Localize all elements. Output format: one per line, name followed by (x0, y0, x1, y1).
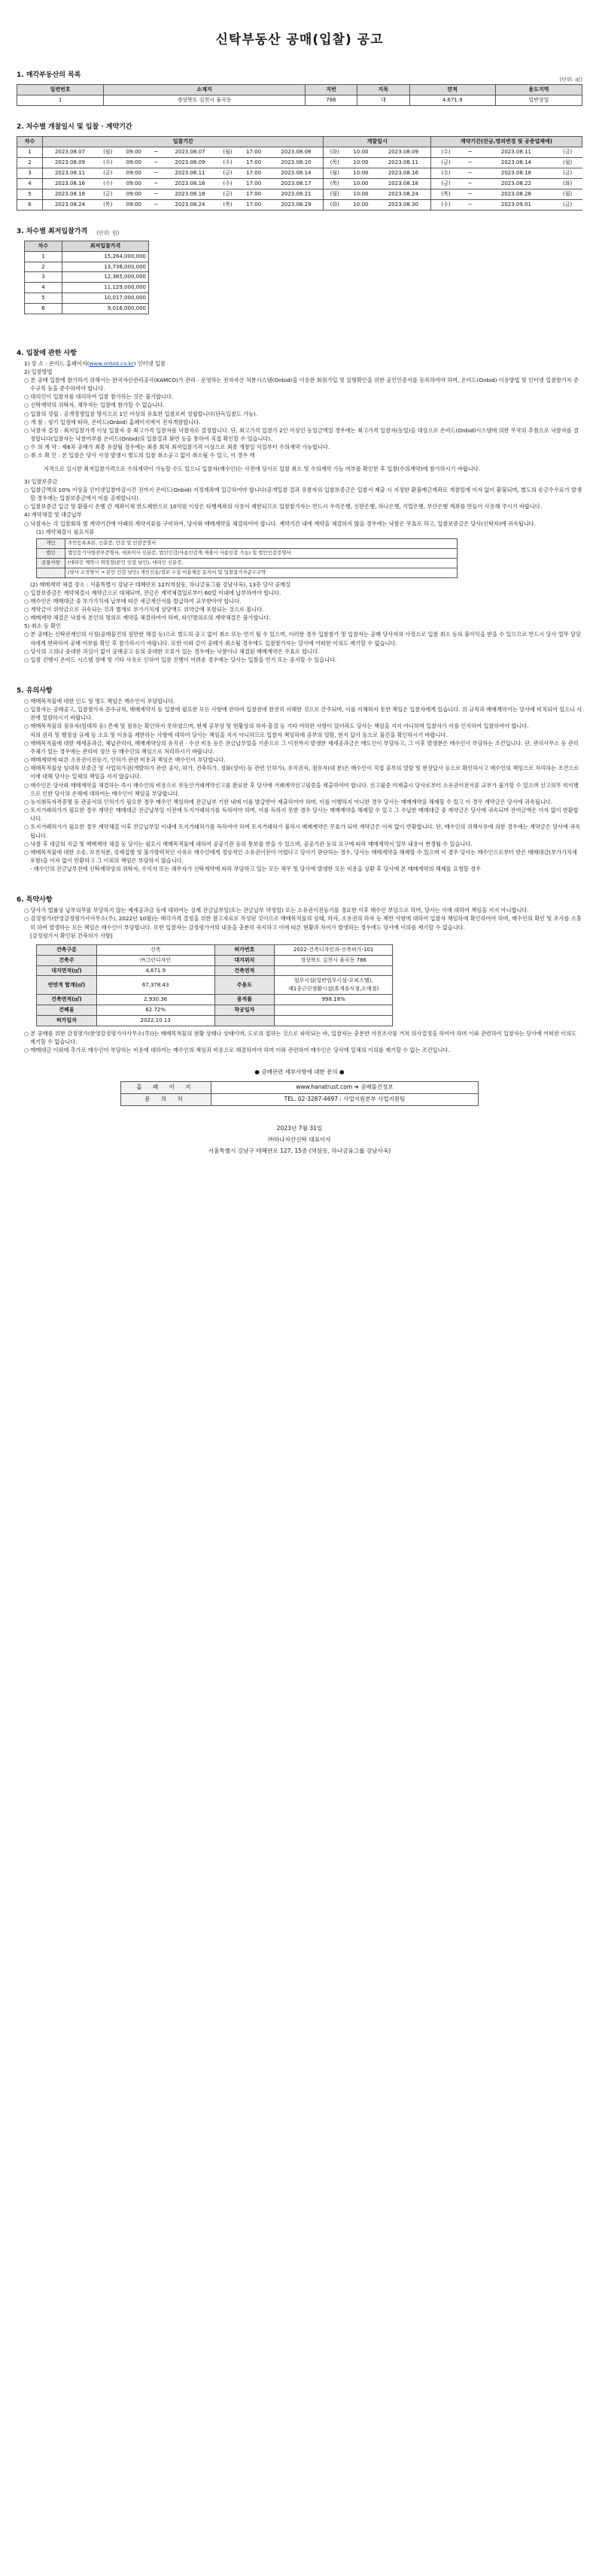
building-permit-label: 용적률 (214, 995, 275, 1005)
contract-p3: ○ 매수인은 매매대금 중 부가가치세 납부에 따른 세금계산서를 발급하여 교부받아야 합니다. (24, 597, 242, 605)
building-permit-label: 건폐율 (37, 1005, 97, 1015)
schedule-cell: (금) (217, 168, 238, 178)
min-price-header-round: 차수 (25, 241, 62, 251)
building-permit-label: 허가일자 (37, 1015, 97, 1026)
schedule-cell: (수) (97, 157, 118, 168)
notice-p8: ○ 농지취득자격증명 등 관공서의 인허가가 필요한 경우 매수인 책임하에 잔금납부 기한 내에 이를 발급받아 제출하여야 하며, 이를 이행하지 아니한 경우 당사는 매매계약을 해제할 수 있고 이 경우 계약금은 당사에 귀속됩니다. (24, 798, 552, 805)
building-permit-label: 건축주 (37, 955, 97, 965)
schedule-cell: (금) (430, 157, 461, 168)
special-p2: ○ 감정평가(한영감정평가사사무소(주), 2022년 10월)는 매각가격 결정을 위한 참고자료로 작성된 것이므로 매매목적물의 상태, 하자, 소유권의 하자 등 제반 사항에 대하여 입찰자 책임하에 확인하여야 하며, 매수인의 확인 및 조사를 소홀히 하여 발생하는 모든 책임은 매수인이 부담합니다. 또한 입찰자는 감정평가서의 내용을 충분히 숙지하고 이에 따른 현황과 차이가 발생하는 경우에도 당사에 이의를 제기할 수 없습니다. (24, 915, 582, 931)
footer-org: ㈜하나자산신탁 대표이사 (268, 1135, 331, 1143)
schedule-cell: (월) (97, 147, 118, 157)
schedule-cell: (화) (324, 147, 345, 157)
section-6 (17, 896, 582, 1054)
section-2-title: 2. 차수별 개찰일시 및 입찰 · 계약기간 (17, 123, 132, 131)
section-3-unit: (단위: 원) (96, 230, 120, 236)
schedule-cell: 2023.08.14 (479, 157, 553, 168)
property-header-cell: 면적 (409, 85, 495, 95)
notice-p7: ○ 매수인은 당사와 매매계약을 체결하는 즉시 매수인의 비용으로 부동산거래계약신고를 완료한 후 당사에 거래계약신고필증을 제출하여야 합니다. 신고필증 미제출시 당사로부터 소유권이전서류 교부가 불가할 수 있으며 신고의무 미이행으로 인한 당사의 손해에 대하여는 매수인이 책임을 부담합니다. (24, 781, 579, 797)
schedule-row (17, 178, 582, 189)
schedule-cell: 10:00 (345, 199, 376, 210)
min-price-row (25, 303, 149, 314)
min-price-row (25, 272, 149, 283)
contact-homepage-label: 홈 페 이 지 (121, 1081, 211, 1093)
schedule-cell: 3 (17, 168, 43, 178)
required-docs-row (37, 548, 458, 558)
schedule-header-round: 차수 (17, 136, 43, 147)
building-permit-value (275, 965, 393, 976)
contract-p5: ○ 매매계약 체결은 낙찰자 본인의 명의로 계약을 체결하여야 하며, 타인명의로의 계약체결은 불가합니다. (24, 614, 271, 622)
schedule-cell: 2023.08.11 (479, 147, 553, 157)
property-list-table (17, 84, 582, 106)
contract-p1: ○ 낙찰자는 각 입찰회차 별 계약기간에 아래의 계약서류를 구비하여, 당사와 매매계약을 체결하여야 합니다. 계약기간 내에 계약을 체결하지 않을 경우에는 낙찰은 무효로 하고, 입찰보증금은 당사(신탁자)에 귀속됩니다. (24, 520, 536, 527)
schedule-cell: (월) (324, 168, 345, 178)
property-cell: 경상북도 김천시 율곡동 (104, 95, 306, 106)
schedule-cell: 4 (17, 178, 43, 189)
page-title: 신탁부동산 공매(입찰) 공고 (215, 32, 384, 47)
schedule-cell: 17:00 (239, 168, 269, 178)
min-price-value: 11,129,000,000 (62, 283, 149, 293)
property-header-cell: 지목 (357, 85, 409, 95)
building-permit-value (275, 1015, 393, 1026)
section-5 (17, 686, 582, 873)
min-price-row (25, 251, 149, 262)
notice-p10: ○ 토지거래허가가 필요한 경우 계약체결 이후 잔금납부일 이내에 토지거래허가를 득하여야 하며 토지거래허가 불허시 매매계약은 무효가 되며 계약금은 이자 없이 반환합니다. 단, 매수인의 귀책사유에 의한 경우에는 계약금은 당사에 귀속됩니다. (24, 823, 581, 839)
schedule-cell: 2023.08.16 (376, 168, 431, 178)
schedule-row (17, 157, 582, 168)
min-price-value: 15,264,000,000 (62, 251, 149, 262)
schedule-cell: 2023.08.22 (479, 178, 553, 189)
building-permit-row (37, 995, 393, 1005)
schedule-cell: ~ (461, 147, 479, 157)
required-docs-label: 개인 (37, 538, 65, 548)
required-docs-label (37, 568, 65, 577)
schedule-cell: (화) (324, 199, 345, 210)
min-price-value: 10,017,000,000 (62, 293, 149, 304)
schedule-cell: 17:00 (239, 189, 269, 199)
schedule-cell: (수) (430, 168, 461, 178)
section-1-unit: (단위: ㎡) (559, 77, 582, 83)
notice-p3b: 자의 권리 및 행정상 규제 등 소요 및 이용을 제한하는 사항에 대하여 당사는 책임을 지지 아니하므로 입찰자 책임하에 공부의 열람, 현지 답사 등으로 물건을 확인하시기 바랍니다. (30, 731, 448, 738)
place-label: 1) 장 소 : 온비드 홈페이지( (24, 359, 90, 367)
required-docs-row (37, 538, 458, 548)
schedule-row (17, 189, 582, 199)
schedule-cell: 2023.08.30 (376, 199, 431, 210)
contact-heading: ● 공매관련 세부사항에 대한 문의 ● (254, 1068, 345, 1076)
schedule-cell: 5 (17, 189, 43, 199)
building-permit-label: 주용도 (214, 976, 275, 995)
schedule-cell: 2023.08.21 (269, 189, 324, 199)
schedule-cell: 2023.08.18 (43, 189, 98, 199)
schedule-cell: 2023.08.28 (479, 189, 553, 199)
schedule-cell: 2023.08.07 (43, 147, 98, 157)
section-4-title: 4. 입찰에 관한 사항 (17, 349, 77, 357)
bid-method-p3: ○ 신탁계약의 위탁자, 채무자는 입찰에 참가할 수 없습니다. (24, 402, 165, 409)
schedule-cell: 2023.08.08 (269, 147, 324, 157)
min-price-round: 1 (25, 251, 62, 262)
min-price-round: 4 (25, 283, 62, 293)
min-price-round: 6 (25, 303, 62, 314)
building-permit-label: 건축면적(㎡) (37, 995, 97, 1005)
schedule-cell: ~ (461, 157, 479, 168)
schedule-cell: (목) (217, 199, 238, 210)
schedule-cell: 17:00 (239, 147, 269, 157)
schedule-cell: 17:00 (239, 178, 269, 189)
contact-table (120, 1081, 479, 1106)
footer-address: 서울특별시 강남구 테헤란로 127, 15층 (역삼동, 하나금융그룹 강남사옥) (208, 1147, 391, 1155)
min-price-row (25, 262, 149, 272)
footer-date: 2023년 7월 31일 (276, 1124, 323, 1132)
schedule-cell: 10:00 (345, 168, 376, 178)
schedule-cell: 2023.08.11 (43, 168, 98, 178)
schedule-cell: (금) (553, 147, 582, 157)
section-3-title: 3. 차수별 최저입찰가격 (17, 227, 88, 235)
contract-heading: 4) 계약체결 및 대금납부 (24, 511, 82, 519)
bid-method-p5: ○ 개 찰 : 상기 일정에 따라, 온비드(Onbid) 홈페이지에서 전자개찰합니다. (24, 418, 201, 426)
contract-p2: ○ 입찰보증금은 계약체결시 계약금으로 대체되며, 잔금은 계약체결일로부터 60일 이내에 납부하여야 합니다. (24, 589, 281, 596)
min-price-value: 9,016,000,000 (62, 303, 149, 314)
schedule-cell: 1 (17, 147, 43, 157)
schedule-cell: 09:00 (118, 168, 149, 178)
notice-p3: ○ 매매목적물의 점유자(임대차 등) 존재 및 점유는 확인하지 못하였으며, 현재 공부상 및 현황상의 하자·흠결 등 기타 여하한 사항이 있더라도 당사는 책임을 지지 아니하며 입찰자가 이를 인지하여 입찰하여야 합니다. (24, 723, 529, 730)
schedule-cell: (목) (324, 178, 345, 189)
notice-p1: ○ 매매목적물에 대한 인도 및 명도 책임은 매수인이 부담합니다. (24, 698, 175, 705)
schedule-cell: 2023.08.11 (163, 168, 217, 178)
building-permit-label: 건축구분 (37, 944, 97, 955)
schedule-cell: 09:00 (118, 199, 149, 210)
section-6-title: 6. 특약사항 (17, 896, 53, 905)
property-cell: 일반상업 (495, 95, 582, 106)
required-docs-value: 주민등록초본, 신분증, 인감 및 인감증명서 (65, 538, 458, 548)
special-p5: ○ 매매대금 이외에 추가로 매수인이 부담하는 비용에 대하여는 매수인의 책임과 비용으로 해결하여야 하며 이와 관련하여 매수인은 당사에 일체의 이의를 제기할 수 없는 조건입니다. (24, 1046, 450, 1053)
building-permit-label (214, 1015, 275, 1026)
building-permit-value: 경상북도 김천시 율곡동 786 (275, 955, 393, 965)
schedule-cell: ~ (149, 168, 163, 178)
deposit-heading: 3) 입찰보증금 (24, 477, 58, 485)
schedule-cell: 2023.08.09 (163, 157, 217, 168)
schedule-cell: (금) (430, 178, 461, 189)
schedule-cell: (월) (553, 189, 582, 199)
contract-place: (2) 매매계약 체결 장소 : 서울특별시 강남구 테헤란로 127(역삼동, 하나금융그룹 강남사옥), 13층 당사 공매실 (30, 580, 291, 588)
schedule-header-bid-period: 입찰기간 (43, 136, 324, 147)
schedule-cell: 10:00 (345, 157, 376, 168)
bid-method-p7: ○ 수 의 계 약 : 제6차 공매가 최종 유찰될 경우에는 최종 회차 최저입찰가격 이상으로 최종 개찰일 익일부터 수의계약 가능합니다. (24, 444, 330, 451)
property-cell: 1 (17, 95, 104, 106)
building-permit-row (37, 1005, 393, 1015)
schedule-row (17, 199, 582, 210)
section-5-title: 5. 유의사항 (17, 687, 53, 696)
building-permit-value: 2,930.36 (96, 995, 214, 1005)
schedule-cell: ~ (149, 157, 163, 168)
schedule-cell: 09:00 (118, 189, 149, 199)
building-permit-label: 허가번호 (214, 944, 275, 955)
schedule-cell: 6 (17, 199, 43, 210)
building-permit-value: 2022-건축디자인과-신축허가-101 (275, 944, 393, 955)
schedule-cell: 2023.08.11 (376, 157, 431, 168)
property-cell: 4,671.9 (409, 95, 495, 106)
contact-homepage-link[interactable]: www.hanatrust.com ➜ 공매물건정보 (211, 1081, 479, 1093)
schedule-cell: 2023.08.18 (163, 189, 217, 199)
place-line (17, 359, 582, 368)
building-permit-value: ㈜그린디자인 (96, 955, 214, 965)
cancel-p1: ○ 본 공매는 신탁관계인의 사정(공매물건의 원만한 해결 등)으로 별도의 공고 없이 취소 또는 연기 될 수 있으며, 이러한 경우 입찰참가 및 입찰자는 공매 당사자의 사정으로 입찰 취소 등의 불이익을 받을 수 있으므로 반드시 당사 업무 담당자에게 연락하여 공매 여부를 확인 후 참가하시기 바랍니다. 또한 이와 같이 공매가 취소될 경우에도 입찰참가자는 당사에 어떠한 이의도 제기할 수 없습니다. (24, 631, 581, 647)
schedule-cell: (금) (217, 189, 238, 199)
schedule-cell: 09:00 (118, 178, 149, 189)
schedule-cell: ~ (149, 199, 163, 210)
schedule-cell: 2023.08.09 (376, 147, 431, 157)
required-docs-row (37, 558, 458, 568)
min-price-round: 2 (25, 262, 62, 272)
bid-method-p8b: 지적으로 실시한 최저입찰가격으로 수의계약이 가능할 수도 있으니 입찰자(매수인)는 사전에 당사로 입찰 취소 및 수의계약 가능 여부를 확인한 후 입찰(수의계약)에 참가하시기 바랍니다. (44, 465, 480, 472)
schedule-cell: 10:00 (345, 178, 376, 189)
cancel-p3: ○ 입찰 진행시 온비드 시스템 장애 및 기타 사유로 인하여 입찰 진행이 어려운 경우에는 당사는 입찰을 연기 또는 중지할 수 있습니다. (24, 656, 337, 663)
schedule-cell: 17:00 (239, 199, 269, 210)
deposit-p1: ○ 입찰금액의 10% 이상을 인터넷입찰마감시간 전까지 온비드(Onbid) 지정계좌에 입금하여야 합니다(공개입찰 결과 유찰자의 입찰보증금은 입찰서 제출 시 지정한 환불예금계좌로 개찰일에 이자 없이 환불되며, 별도의 송금수수료가 발생할 경우에는 입찰보증금에서 이를 공제합니다). (24, 486, 582, 502)
schedule-cell: (월) (553, 157, 582, 168)
notice-p6: ○ 매매목적물상 임대차 보증금 및 사업허가권(개발허가 관련 공사, 허가, 건축허가, 정화(정비) 등 관련 인허가), 유치권자, 점유자(대 분)은 매수인이 직접 공부의 열람 및 현장답사 등으로 확인하시고 매수인의 책임으로 처리하는 조건으로 이에 대해 당사는 일체의 책임을 지지 않습니다. (24, 765, 579, 780)
schedule-cell: 2023.08.24 (43, 199, 98, 210)
min-price-round: 5 (25, 293, 62, 304)
notice-p13: - 매수인의 잔금납부전에 신탁계약상의 위탁자, 수익자 또는 채무자가 신탁계약에 따라 부담하고 있는 모든 채무 및 당사에 발생한 모든 비용을 상환 후 당사에 본 매매계약의 해제를 요청할 경우 (30, 865, 481, 873)
required-docs-value: (당사 소정양식 → 본인 인감 날인) 개인신용/정보 수집·이용제공 동의서 및 입찰참가자준수규약 (65, 568, 458, 577)
building-permit-row (37, 965, 393, 976)
min-price-table (24, 241, 149, 314)
property-cell: 대 (357, 95, 409, 106)
schedule-cell: 17:00 (239, 157, 269, 168)
building-permit-value: 업무시설(일반업무시설-오피스텔), 제1종근린생활시설(휴게음식점,소매점) (275, 976, 393, 995)
schedule-cell: (목) (430, 189, 461, 199)
schedule-cell: (월) (324, 189, 345, 199)
building-permit-row (37, 944, 393, 955)
schedule-header-open-time: 개찰일시 (324, 136, 430, 147)
min-price-row (25, 283, 149, 293)
required-docs-value: 법인등기사항전부증명서, 대표이사 신분증, 법인인감/사용인감계 제출시 사용인감 가능) 및 법인인감증명서 (65, 548, 458, 558)
schedule-cell: ~ (461, 189, 479, 199)
contract-docs-label: (1) 계약체결시 필요서류 (36, 528, 95, 535)
bid-method-p6: ○ 낙찰자 결정 : 최저입찰가격 이상 입찰자 중 최고가격 입찰자를 낙찰자로 결정합니다. 단, 최고가격 입찰가 2인 이상인 동일금액일 경우에는 최고가격 입찰자(동일)을 대상으로 온비드(Onbid)시스템에 의한 무작위 추첨으로 낙찰자를 결정합니다(입찰자는 낙찰여부를 온비드(Onbid)의 입찰결과 화면 등을 통하여 직접 확인할 수 있습니다). (24, 426, 579, 443)
building-permit-label: 대지위치 (214, 955, 275, 965)
property-header-cell: 용도지역 (495, 85, 582, 95)
schedule-cell: 2023.08.09 (43, 157, 98, 168)
schedule-cell: (금) (97, 168, 118, 178)
building-permit-row (37, 1015, 393, 1026)
schedule-cell: 09:00 (118, 157, 149, 168)
notice-p12: ○ 매매목적물에 대한 소송, 보전처분, 강제집행 및 불가항력적인 사유로 매수인에게 정상적인 소유권이전이 어렵다고 당사가 판단하는 경우, 당사는 매매계약을 해제할 수 있으며 이 경우 당사는 매수인으로부터 받은 매매대금(부가가치세 포함)을 이자 없이 반환하고 그 이외의 책임은 부담하지 않습니다. (24, 848, 577, 864)
schedule-cell: (금) (553, 168, 582, 178)
building-permit-label: 착공일자 (214, 1005, 275, 1015)
footer (17, 1123, 582, 1157)
schedule-cell: 2023.08.16 (163, 178, 217, 189)
schedule-cell: (월) (217, 147, 238, 157)
notice-p5: ○ 매매계약에 따른 소유권이전등기, 인허가 관련 비용과 책임은 매수인이 부담합니다. (24, 756, 226, 764)
schedule-cell: 2 (17, 157, 43, 168)
onbid-link[interactable]: www.onbid.co.kr (89, 359, 134, 367)
schedule-cell: 2023.08.16 (43, 178, 98, 189)
bid-method-p8: ○ 취 소 확 인 : 본 입찰은 당사 사정 발생시 별도의 입찰 취소공고 없이 취소될 수 있고, 이 경우 매 (24, 452, 255, 459)
schedule-cell: 2023.08.07 (163, 147, 217, 157)
required-docs-table (36, 538, 458, 578)
property-header-cell: 지번 (305, 85, 357, 95)
schedule-cell: ~ (461, 199, 479, 210)
notice-p2: ○ 입찰자는 공매공고, 입찰참가자 준수규칙, 매매계약서 등 입찰에 필요한 모든 사항에 관하여 입찰전에 완전히 이해한 것으로 간주되며, 이를 이해하지 못한 책임은 입찰자에게 있습니다. 위 규칙과 매매계약서는 당사에 비치되어 있으니 사전에 열람하시기 바랍니다. (24, 706, 582, 722)
schedule-cell: ~ (149, 178, 163, 189)
building-permit-row (37, 955, 393, 965)
building-permit-label: 대지면적(㎡) (37, 965, 97, 976)
schedule-cell: 2023.08.18 (376, 178, 431, 189)
cancel-p2: ○ 당사의 고의나 중대한 과실이 없이 공매공고 등의 중대한 오류가 있는 경우에는 낙찰이나 체결된 매매계약은 무효로 합니다. (24, 647, 320, 655)
schedule-cell: ~ (461, 168, 479, 178)
section-1-header (17, 71, 582, 84)
building-permit-label: 연면적 합계(㎡) (37, 976, 97, 995)
cancel-heading: 5) 취소 등 확인 (24, 623, 61, 630)
schedule-cell: 10:00 (345, 189, 376, 199)
bid-method-heading: 2) 입찰방법 (24, 368, 53, 375)
schedule-cell: (목) (324, 157, 345, 168)
min-price-header-price: 최저입찰가격 (62, 241, 149, 251)
schedule-header-contract-period: 계약기간(잔금,명의변경 및 공증업체예) (430, 136, 582, 147)
contact-inquiry-value: TEL. 02-3287-4697 : 사업지원본부 사업지원팀 (211, 1093, 479, 1105)
schedule-row (17, 168, 582, 178)
building-permit-table (36, 944, 393, 1026)
schedule-cell: ~ (461, 178, 479, 189)
property-cell: 786 (305, 95, 357, 106)
schedule-cell: 2023.09.01 (479, 199, 553, 210)
special-p3: [감정평가서 확인된 건축허가 사항] (30, 932, 113, 939)
building-permit-value: 998.18% (275, 995, 393, 1005)
special-p4: ○ 본 공매를 위한 감정평가(한영감정평가사사무소(주))는 매매목적물의 현황 상태나 상태이며, 도로의 접하는 것으로 파악되는 바, 입찰자는 충분한 사전조사를 거쳐 의사결정을 하여야 하며 이와 관련하여 입찰자는 당사에 어떠한 이의도 제기할 수 없습니다. (24, 1029, 577, 1045)
min-price-value: 13,738,000,000 (62, 262, 149, 272)
schedule-cell: 2023.08.10 (269, 157, 324, 168)
notice-p11: ○ 낙찰 후 대금의 지급 및 매매계약 체결 등 당사는 필요시 매매목적물에 대하여 공공기관 등의 통보를 받을 수 있으며, 공공기관 등의 요구에 따라 매매계약서 일부 내용이 변경될 수 있습니다. (24, 840, 473, 847)
schedule-cell: (화) (553, 178, 582, 189)
bid-method-p1: ○ 본 공매 입찰에 참가하기 위해서는 한국자산관리공사(KAMCO)가 관리 · 운영하는 전자자산 처분시스템(Onbid)을 이용한 회원가입 및 실명확인을 위한 공인인증서를 등록하여야 하며, 온비드(Onbid) 이용방법 및 인터넷 입찰참가자 준수규칙 등을 준수하여야 합니다. (24, 377, 579, 392)
schedule-cell: (수) (217, 178, 238, 189)
required-docs-label: 공통사항 (37, 558, 65, 568)
property-header-cell: 소재지 (104, 85, 306, 95)
schedule-cell: 2023.08.14 (269, 168, 324, 178)
min-price-value: 12,365,000,000 (62, 272, 149, 283)
schedule-cell: 2023.08.29 (269, 199, 324, 210)
special-p1: ○ 당사가 법률상 납부의무를 부담하지 않는 제세공과금 등에 대하여는 실제 잔금납부일(또는 잔금납부 약정일) 또는 소유권이전등기를 경료한 이후 매수인 부담으로 하며, 당사는 이에 대하여 책임을 지지 아니합니다. (24, 907, 529, 914)
building-permit-value: 신축 (96, 944, 214, 955)
bid-method-p2: ○ 대리인이 입찰자를 대리하여 입찰 참가하는 것은 불가합니다. (24, 393, 174, 401)
notice-p9: ○ 토지거래허가가 필요한 경우 계약은 매매대금 잔금납부일 이전에 토지거래허가를 득하여야 하며, 이를 득하지 못한 경우 당사는 매매계약을 해제할 수 있고 그 수납한 매매대금 중 계약금은 당사에 귀속되며 잔여금액은 이자 없이 반환합니다. (24, 807, 579, 823)
building-permit-label: 건축면적 (214, 965, 275, 976)
min-price-row (25, 293, 149, 304)
building-permit-value: 62.72% (96, 1005, 214, 1015)
section-3-header (17, 227, 582, 241)
bid-method-p4: ○ 입찰의 성립 : 공개경쟁입찰 방식으로 1인 이상의 유효한 입찰로써 성립합니다(단독입찰도 가능). (24, 410, 258, 417)
contract-p4: ○ 계약금이 위약금으로 귀속되는 것과 별개로 부가가치세 상당액도 위약금에 포함되는 것으로 봅니다. (24, 605, 264, 613)
schedule-cell: ~ (149, 147, 163, 157)
required-docs-label: 법인 (37, 548, 65, 558)
section-1-title: 1. 매각부동산의 목록 (17, 71, 81, 80)
building-permit-value: 67,378.43 (96, 976, 214, 995)
schedule-cell: 2023.08.17 (269, 178, 324, 189)
schedule-cell: (수) (217, 157, 238, 168)
schedule-cell: (금) (97, 189, 118, 199)
contact-inquiry-label: 문 의 처 (121, 1093, 211, 1105)
schedule-cell: (수) (430, 147, 461, 157)
schedule-table (17, 136, 582, 211)
schedule-cell: ~ (149, 189, 163, 199)
schedule-cell: 09:00 (118, 147, 149, 157)
schedule-cell: 2023.08.24 (376, 189, 431, 199)
notice-p4: ○ 매매목적물에 대한 제세공과금, 체납관리비, 매매계약상의 유치권 · 수선 비용 등은 잔금납부일을 기준으로 그 이전까지 발생한 제세공과금은 매도인이 부담하고, 그 이후 발생분은 매수인이 부담하는 조건입니다. 단, 관리사무소 등 관리주체가 있는 경우에는 관리비 정산 등 매수인의 책임으로 처리하시기 바랍니다. (24, 739, 579, 755)
building-permit-value (275, 1005, 393, 1015)
required-docs-value: (대리인 계약시 위임장(본인 인감 날인), 대리인 신분증, (65, 558, 458, 568)
schedule-cell: 10:00 (345, 147, 376, 157)
schedule-cell: 2023.08.18 (479, 168, 553, 178)
schedule-cell: (수) (97, 178, 118, 189)
schedule-cell: 2023.08.24 (163, 199, 217, 210)
section-4 (17, 349, 582, 664)
schedule-row (17, 147, 582, 157)
building-permit-value: 2022.10.13 (96, 1015, 214, 1026)
building-permit-row (37, 976, 393, 995)
property-header-cell: 일련번호 (17, 85, 104, 95)
schedule-cell: (목) (97, 199, 118, 210)
deposit-p2: ○ 입찰보증금 입금 및 환불시 온행 간 계좌이체 한도제한으로 10억원 이상은 타행계좌의 사용이 제한되므로 입찰참가자는 반드시 우리은행, 신한은행, 하나은행, 기업은행, 부산은행 계좌를 만들어 사용해 주시기 바랍니다. (24, 503, 543, 511)
schedule-cell: (수) (430, 199, 461, 210)
building-permit-value: 4,671.9 (96, 965, 214, 976)
schedule-cell: (금) (553, 199, 582, 210)
place-end: ) 인터넷 입찰 (133, 359, 166, 367)
min-price-round: 3 (25, 272, 62, 283)
required-docs-row (37, 568, 458, 577)
